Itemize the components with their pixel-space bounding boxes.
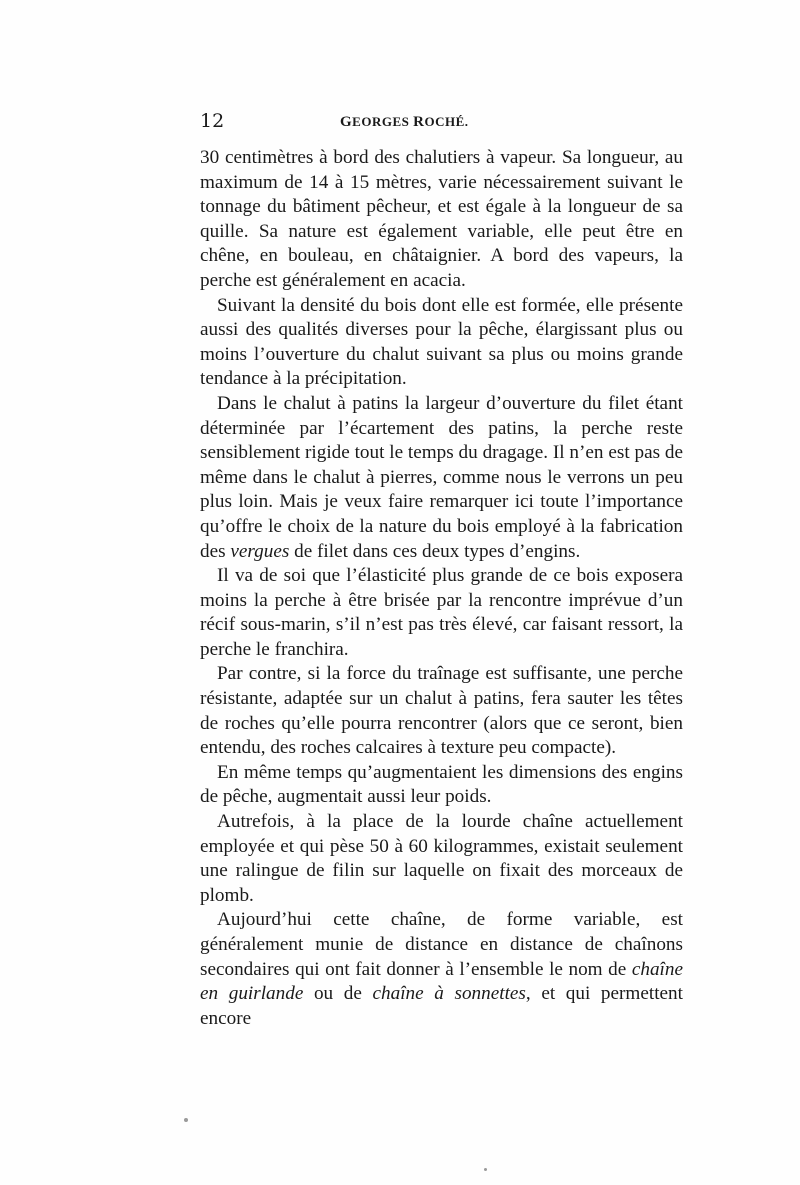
- running-head-cap-r: R: [413, 114, 425, 130]
- paragraph: [200, 392, 683, 564]
- paragraph-text: Autrefois, à la place de la lourde chaîne actuellement employée et qui pèse 50 à 60 kilogrammes, existait seulement une ralingue de filin sur laquelle on fixait des morceaux de plomb.: [200, 811, 683, 906]
- paper-speck: [484, 1168, 487, 1171]
- paragraph-text: Il va de soi que l’élasticité plus grande de ce bois exposera moins la perche à être brisée par la rencontre imprévue d’un récif sous-marin, s’il n’est pas très élevé, car faisant ressort, la perche le franchira.: [200, 565, 683, 660]
- running-head-author: [340, 111, 720, 133]
- paragraph: [200, 761, 683, 810]
- italic-term: vergues: [230, 540, 290, 562]
- paragraph: [200, 146, 683, 294]
- paragraph-text: , et qui permettent encore: [200, 983, 683, 1029]
- paragraph: [200, 294, 683, 392]
- running-head-small-2: OCHÉ.: [424, 114, 469, 129]
- body-text: [200, 146, 683, 1031]
- paragraph-text: Dans le chalut à patins la largeur d’ouverture du filet étant déterminée par l’écartement des patins, la perche reste sensiblement rigide tout le temps du dragage. Il n’en est pas de même dans le chalut à pierres, comme nous le verrons un peu plus loin. Mais je veux faire remarquer ici toute l’importance qu’offre le choix de la nature du bois employé à la fabrication des: [200, 392, 683, 562]
- italic-term: chaîne en guirlande: [200, 958, 683, 1005]
- paragraph-text: Aujourd’hui cette chaîne, de forme variable, est généralement munie de distance en distance de chaînons secondaires qui ont fait donner à l’ensemble le nom de: [200, 909, 683, 980]
- paragraph-text: 30 centimètres à bord des chalutiers à vapeur. Sa longueur, au maximum de 14 à 15 mètres, varie nécessairement suivant le tonnage du bâtiment pêcheur, et est égale à la longueur de sa quille. Sa nature est également variable, elle peut être en chêne, en bouleau, en châtaignier. A bord des vapeurs, la perche est généralement en acacia.: [200, 147, 683, 291]
- page-header: [200, 108, 683, 136]
- paper-speck: [184, 1118, 188, 1122]
- paragraph-text: ou de: [303, 983, 373, 1005]
- page-number: 12: [200, 110, 225, 132]
- running-head-small-1: EORGES: [352, 114, 414, 129]
- paragraph: [200, 564, 683, 662]
- paragraph-text: Par contre, si la force du traînage est suffisante, une perche résistante, adaptée sur un chalut à patins, fera sauter les têtes de roches qu’elle pourra rencontrer (alors que ce seront, bien entendu, des roches calcaires à texture peu compacte).: [200, 663, 683, 759]
- paragraph-text: En même temps qu’augmentaient les dimensions des engins de pêche, augmentait aussi leur poids.: [200, 761, 683, 808]
- paragraph-text: Suivant la densité du bois dont elle est formée, elle présente aussi des qualités diverses pour la pêche, élargissant plus ou moins l’ouverture du chalut suivant sa plus ou moins grande tendance à la précipitation.: [200, 294, 683, 390]
- paragraph: [200, 662, 683, 760]
- paragraph: [200, 810, 683, 908]
- paragraph: [200, 908, 683, 1031]
- italic-term: chaîne à sonnettes: [372, 983, 526, 1005]
- running-head-cap-g: G: [340, 114, 353, 130]
- paragraph-text: de filet dans ces deux types d’engins.: [289, 540, 581, 562]
